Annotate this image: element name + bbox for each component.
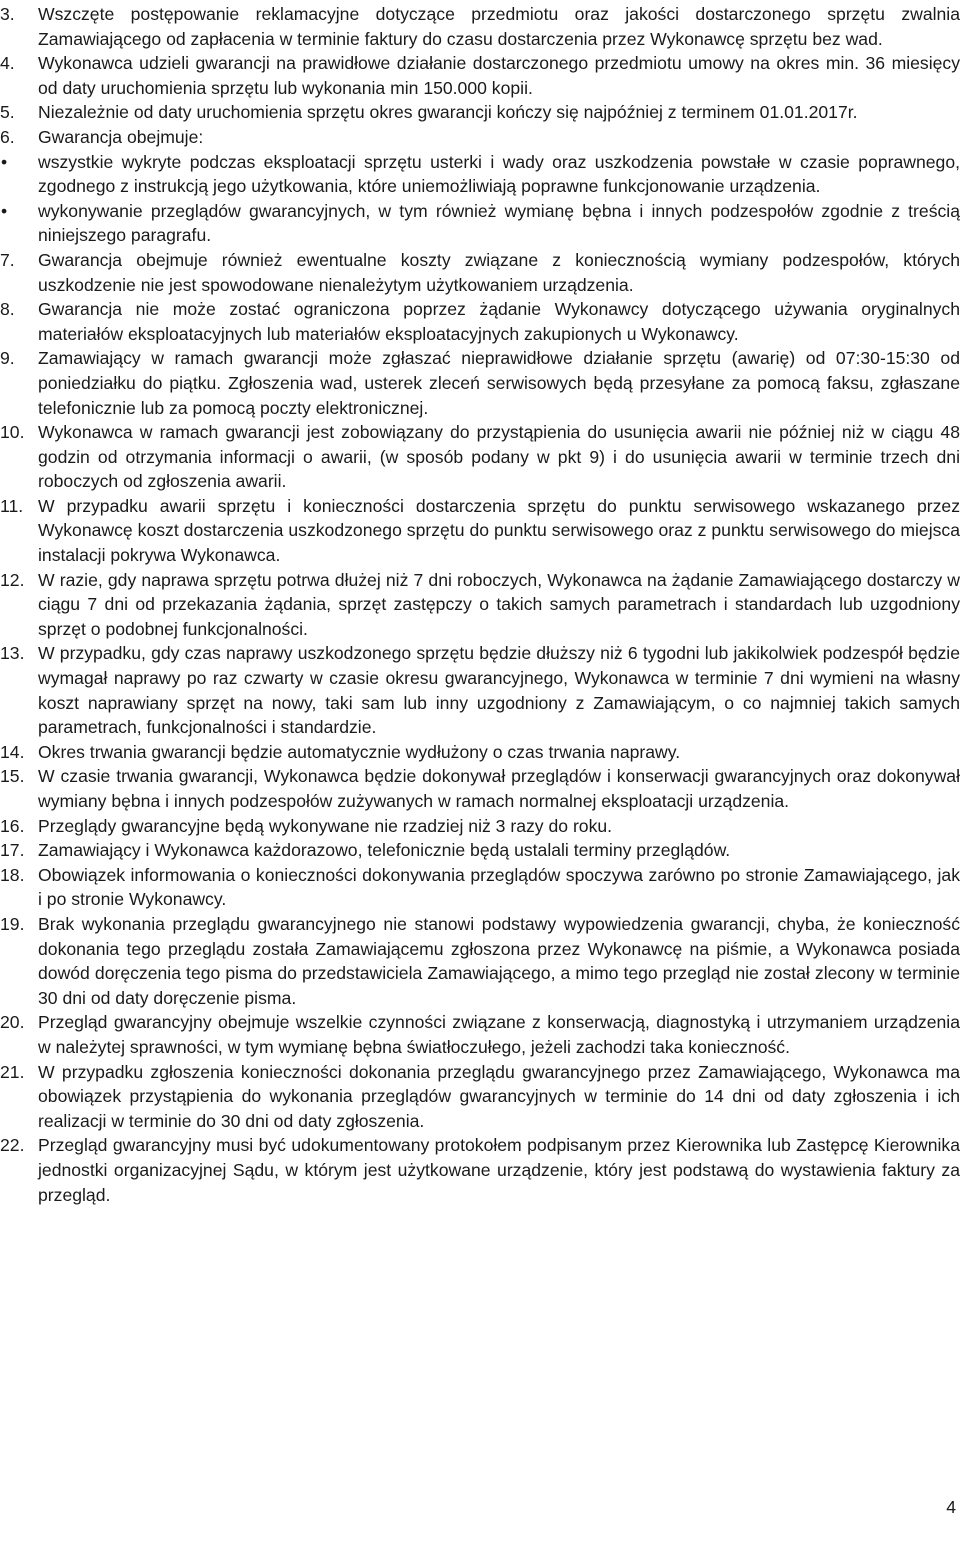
item-text: Gwarancja nie może zostać ograniczona poprzez żądanie Wykonawcy dotyczącego używania oryginalnych materiałów eksploatacyjnych lub materiałów eksploatacyjnych zakupionych u Wykonawcy. <box>38 299 960 344</box>
list-item <box>0 297 960 346</box>
item-number: 15. <box>0 766 25 787</box>
item-text: Zamawiający w ramach gwarancji może zgłaszać nieprawidłowe działanie sprzętu (awarię) od 07:30-15:30 od poniedziałku do piątku. Zgłoszenia wad, usterek zleceń serwisowych będą przesyłane za pomocą faksu, zgłaszane telefonicznie lub za pomocą poczty elektronicznej. <box>38 348 960 418</box>
item-number: 10. <box>0 422 25 443</box>
item-text: Brak wykonania przeglądu gwarancyjnego nie stanowi podstawy wypowiedzenia gwarancji, chyba, że konieczność dokonania tego przeglądu została Zamawiającemu zgłoszona przez Wykonawcę na piśmie, a Wykonawca posiada dowód doręczenia tego pisma do przedstawiciela Zamawiającego, a mimo tego przegląd nie został zlecony w terminie 30 dni od daty doręczenie pisma. <box>38 913 960 1008</box>
list-item <box>0 838 960 863</box>
item-number: 20. <box>0 1012 25 1033</box>
list-item <box>0 1133 960 1207</box>
item-text: Wykonawca w ramach gwarancji jest zobowiązany do przystąpienia do usunięcia awarii nie później niż w ciągu 48 godzin od otrzymania informacji o awarii, (w sposób podany w pkt 9) i do usunięcia awarii w terminie trzech dni roboczych od zgłoszenia awarii. <box>38 422 960 492</box>
item-text: W przypadku, gdy czas naprawy uszkodzonego sprzętu będzie dłuższy niż 6 tygodni lub jakikolwiek podzespół będzie wymagał naprawy po raz czwarty w czasie okresu gwarancyjnego, Wykonawca w terminie 7 dni wymieni na własny koszt naprawiany sprzęt na nowy, taki sam lub inny uzgodniony z Zamawiającym, o co najmniej takich samych parametrach, funkcjonalności i standardzie. <box>38 643 960 738</box>
item-number: 16. <box>0 815 25 836</box>
item-number: 14. <box>0 741 25 762</box>
item-text: W razie, gdy naprawa sprzętu potrwa dłużej niż 7 dni roboczych, Wykonawca na żądanie Zamawiającego dostarczy w ciągu 7 dni od przekazania żądania, sprzęt zastępczy o takich samych parametrach i standardach lub uzgodniony sprzęt o podobnej funkcjonalności. <box>38 569 960 639</box>
item-text: Niezależnie od daty uruchomienia sprzętu okres gwarancji kończy się najpóźniej z terminem 01.01.2017r. <box>38 102 858 123</box>
list-item <box>0 1010 960 1059</box>
item-number: 22. <box>0 1135 25 1156</box>
list-item <box>0 346 960 420</box>
item-number: 6. <box>0 126 15 147</box>
item-text: Przegląd gwarancyjny musi być udokumentowany protokołem podpisanym przez Kierownika lub Zastępcę Kierownika jednostki organizacyjnej Sądu, w którym jest użytkowane urządzenie, który jest podstawą do wystawienia faktury za przegląd. <box>38 1135 960 1205</box>
list-item <box>0 248 960 297</box>
bullet-text: wykonywanie przeglądów gwarancyjnych, w tym również wymianę bębna i innych podzespołów zgodnie z treścią niniejszego paragrafu. <box>38 200 960 246</box>
item-number: 3. <box>0 4 15 24</box>
item-text: W czasie trwania gwarancji, Wykonawca będzie dokonywał przeglądów i konserwacji gwarancyjnych oraz dokonywał wymiany bębna i innych podzespołów zużywanych w ramach normalnej eksploatacji urządzenia. <box>38 766 960 811</box>
list-item <box>0 641 960 739</box>
item-number: 8. <box>0 299 15 320</box>
list-item <box>0 740 960 765</box>
item-text: W przypadku awarii sprzętu i konieczności dostarczenia sprzętu do punktu serwisowego wskazanego przez Wykonawcę koszt dostarczenia uszkodzonego sprzętu do punktu serwisowego oraz z punktu serwisowego do miejsca instalacji pokrywa Wykonawca. <box>38 495 960 566</box>
list-item <box>0 2 960 51</box>
bullet-icon: • <box>1 200 8 221</box>
item-text: Okres trwania gwarancji będzie automatycznie wydłużony o czas trwania naprawy. <box>38 741 681 762</box>
list-item <box>0 568 960 642</box>
page-number: 4 <box>946 1497 956 1517</box>
item-text: Wszczęte postępowanie reklamacyjne dotyczące przedmiotu oraz jakości dostarczonego sprzętu zwalnia Zamawiającego od zapłacenia w terminie faktury do czasu dostarczenia przez Wykonawcę sprzętu bez wad. <box>38 4 960 49</box>
list-item <box>0 100 960 125</box>
item-text: Zamawiający i Wykonawca każdorazowo, telefonicznie będą ustalali terminy przeglądów. <box>38 840 731 861</box>
list-item <box>0 863 960 912</box>
list-item <box>0 420 960 494</box>
item-number: 12. <box>0 569 25 590</box>
item-text: Przegląd gwarancyjny obejmuje wszelkie czynności związane z konserwacją, diagnostyką i utrzymaniem urządzenia w należytej sprawności, w tym wymianę bębna światłoczułego, jeżeli zachodzi taka konieczność. <box>38 1012 960 1057</box>
item-number: 18. <box>0 864 25 885</box>
item-number: 5. <box>0 102 15 123</box>
item-text: Gwarancja obejmuje: <box>38 126 204 147</box>
item-text: Obowiązek informowania o konieczności dokonywania przeglądów spoczywa zarówno po stronie Zamawiającego, jak i po stronie Wykonawcy. <box>38 864 960 910</box>
bullet-item <box>0 150 960 199</box>
list-item <box>0 764 960 813</box>
item-number: 4. <box>0 53 15 74</box>
bullet-list <box>0 150 960 248</box>
item-text: W przypadku zgłoszenia konieczności dokonania przeglądu gwarancyjnego przez Zamawiającego, Wykonawca ma obowiązek przystąpienia do wykonania przeglądów gwarancyjnych w terminie do 14 dni od daty zgłoszenia i ich realizacji w terminie do 30 dni od daty zgłoszenia. <box>38 1061 960 1131</box>
bullet-item <box>0 199 960 248</box>
list-item <box>0 125 960 150</box>
bullet-icon: • <box>1 151 8 172</box>
item-number: 17. <box>0 840 25 861</box>
item-text: Wykonawca udzieli gwarancji na prawidłowe działanie dostarczonego przedmiotu umowy na okres min. 36 miesięcy od daty uruchomienia sprzętu lub wykonania min 150.000 kopii. <box>38 53 960 98</box>
list-item <box>0 494 960 568</box>
list-item <box>0 51 960 100</box>
item-text: Przeglądy gwarancyjne będą wykonywane nie rzadziej niż 3 razy do roku. <box>38 815 613 836</box>
item-number: 19. <box>0 913 25 934</box>
list-item <box>0 912 960 1010</box>
item-number: 13. <box>0 643 25 664</box>
item-number: 11. <box>0 495 24 516</box>
item-number: 21. <box>0 1061 25 1082</box>
document-page <box>0 2 960 1207</box>
bullet-text: wszystkie wykryte podczas eksploatacji sprzętu usterki i wady oraz uszkodzenia powstałe w czasie poprawnego, zgodnego z instrukcją jego użytkowania, które uniemożliwiają poprawne funkcjonowanie urządzenia. <box>38 151 960 197</box>
list-item <box>0 814 960 839</box>
item-number: 7. <box>0 249 15 270</box>
list-item <box>0 1060 960 1134</box>
item-text: Gwarancja obejmuje również ewentualne koszty związane z koniecznością wymiany podzespołów, których uszkodzenie nie jest spowodowane nienależytym użytkowaniem urządzenia. <box>38 249 960 295</box>
item-number: 9. <box>0 348 15 369</box>
